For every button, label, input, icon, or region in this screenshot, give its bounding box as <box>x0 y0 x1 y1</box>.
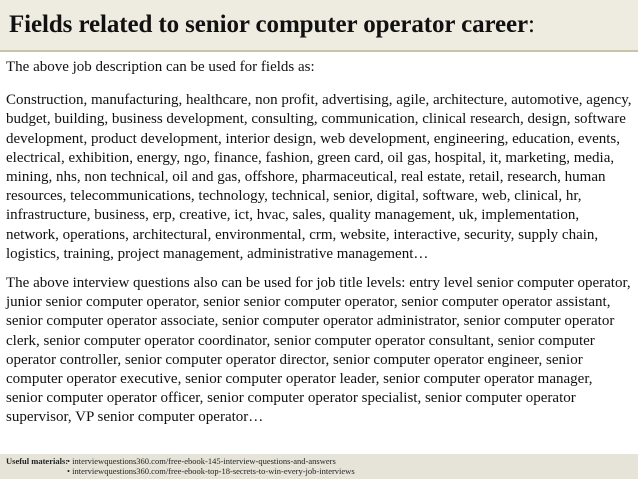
footer-row-1 <box>6 456 638 466</box>
footer-link-ebook-top-18[interactable]: • interviewquestions360.com/free-ebook-top-18-secrets-to-win-every-job-interviews <box>67 466 355 476</box>
footer-label: Useful materials: <box>6 456 69 466</box>
footer-spacer <box>6 466 67 476</box>
title-bar <box>0 0 638 52</box>
footer-link-ebook-145[interactable]: • interviewquestions360.com/free-ebook-145-interview-questions-and-answers <box>67 456 336 466</box>
page-title-text: Fields related to senior computer operator career <box>9 11 529 38</box>
footer-row-2 <box>6 466 638 476</box>
intro-paragraph: The above job description can be used for fields as: <box>6 59 315 75</box>
job-levels-paragraph: The above interview questions also can be used for job title levels: entry level senior computer operator, junior senior computer operator, senior senior computer operator, senior computer operator assistant, senior computer operator associate, senior computer operator administrator, senior computer operator clerk, senior computer operator coordinator, senior computer operator consultant, senior computer operator controller, senior computer operator director, senior computer operator engineer, senior computer operator executive, senior computer operator leader, senior computer operator manager, senior computer operator officer, senior computer operator specialist, senior computer operator supervisor, VP senior computer operator… <box>6 275 631 426</box>
slide-content <box>6 58 632 428</box>
page-title <box>9 11 535 39</box>
fields-paragraph: Construction, manufacturing, healthcare, non profit, advertising, agile, architecture, automotive, agency, budget, building, business development, consulting, communication, clinical research, design, software development, product development, interior design, web development, engineering, education, events, electrical, exhibition, energy, ngo, finance, fashion, green card, oil gas, hospital, it, marketing, media, mining, nhs, non technical, oil and gas, offshore, pharmaceutical, real estate, retail, research, human resources, telecommunications, technology, technical, senior, digital, software, web, clinical, hr, infrastructure, business, erp, creative, ict, hvac, sales, quality management, uk, implementation, network, operations, architectural, environmental, crm, website, interactive, security, supply chain, logistics, training, project management, administrative management… <box>6 92 632 262</box>
footer <box>0 454 638 479</box>
page-title-colon: : <box>528 11 535 38</box>
